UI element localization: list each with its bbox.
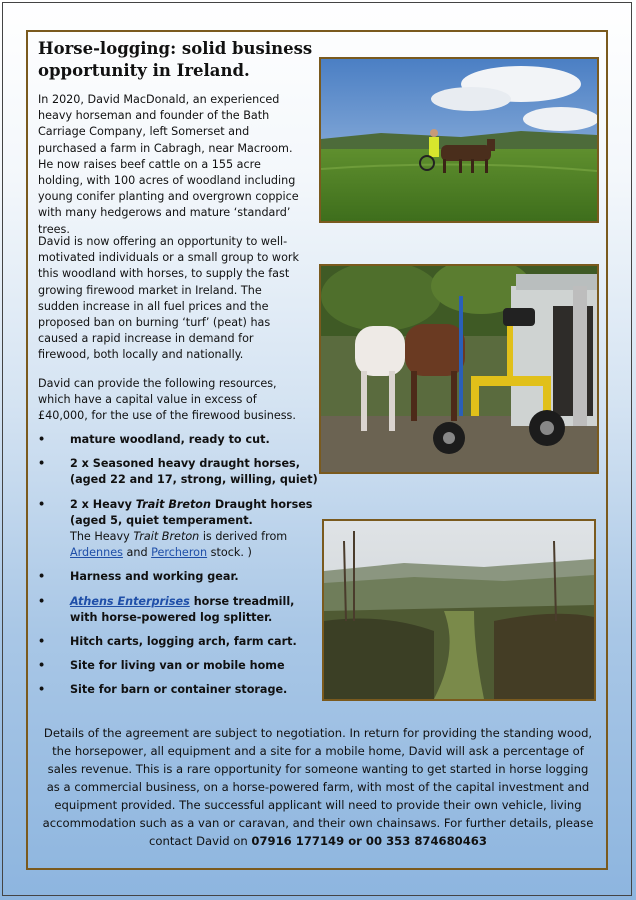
resource-treadmill: Athens Enterprises horse treadmill, with horse-powered log splitter. (70, 594, 295, 624)
bullet-icon: • (38, 457, 46, 471)
photo-woodland-valley (322, 519, 596, 701)
resource-van-site: Site for living van or mobile home (70, 659, 285, 673)
resource-woodland: mature woodland, ready to cut. (70, 433, 270, 446)
resource-barn-site: Site for barn or container storage. (70, 683, 288, 697)
list-item (38, 497, 318, 562)
contact-phone: 07916 177149 or 00 353 874680463 (251, 834, 487, 848)
page-title: Horse-logging: solid business opportunity in Ireland. (38, 39, 313, 80)
resource-harness: Harness and working gear. (70, 570, 239, 584)
bullet-icon: • (38, 594, 46, 608)
resources-list (38, 432, 318, 707)
resource-carts: Hitch carts, logging arch, farm cart. (70, 635, 297, 649)
bullet-icon: • (38, 683, 46, 697)
resource-trait-breton-horses: 2 x Heavy Trait Breton Draught horses (aged 5, quiet temperament. (70, 497, 313, 527)
list-item (38, 634, 318, 650)
resources-paragraph: David can provide the following resources, which have a capital value in excess of £40,000, for the use of the firewood business. (38, 377, 296, 423)
bullet-icon: • (38, 570, 46, 584)
list-item (38, 432, 318, 448)
intro-paragraph: In 2020, David MacDonald, an experienced heavy horseman and founder of the Bath Carriage Company, left Somerset and purchased a farm in Cabragh, near Macroom. He now raises beef cattle on a 155 acre holding, with 100 acres of woodland including young conifer planting and overgrown coppice with many hedgerows and mature ‘standard’ trees. (38, 93, 299, 236)
bullet-icon: • (38, 659, 46, 673)
trait-breton-note: The Heavy Trait Breton is derived from Ardennes and Percheron stock. ) (70, 530, 288, 560)
bullet-icon: • (38, 433, 46, 446)
list-item (38, 658, 318, 674)
closing-text: Details of the agreement are subject to negotiation. In return for providing the standing wood, the horsepower, all equipment and a site for a mobile home, David will ask a percentage of sales revenue. This is a rare opportunity for someone wanting to get started in horse logging as a commercial business, on a horse-powered farm, with most of the capital investment and equipment provided. The successful applicant will need to provide their own vehicle, living accommodation such as a van or caravan, and their own chainsaws. For further details, please contact David on (42, 726, 594, 848)
opportunity-paragraph: David is now offering an opportunity to well-motivated individuals or a small group to work this woodland with horses, to supply the fast growing firewood market in Ireland. The sudden increase in all fuel prices and the proposed ban on burning ‘turf’ (peat) has caused a rapid increase in demand for firewood, both locally and nationally. (38, 235, 299, 362)
percheron-link[interactable]: Percheron (151, 546, 208, 560)
list-item (38, 682, 318, 698)
photo-horses-field (319, 57, 599, 223)
bullet-icon: • (38, 635, 46, 649)
closing-paragraph (40, 724, 596, 850)
bullet-icon: • (38, 497, 46, 511)
photo-horses-treadmill (319, 264, 599, 474)
ardennes-link[interactable]: Ardennes (70, 546, 123, 560)
list-item (38, 594, 318, 626)
list-item (38, 456, 318, 488)
athens-enterprises-link[interactable]: Athens Enterprises (70, 594, 190, 608)
resource-seasoned-horses: 2 x Seasoned heavy draught horses, (aged 22 and 17, strong, willing, quiet) (70, 457, 318, 487)
list-item (38, 569, 318, 585)
